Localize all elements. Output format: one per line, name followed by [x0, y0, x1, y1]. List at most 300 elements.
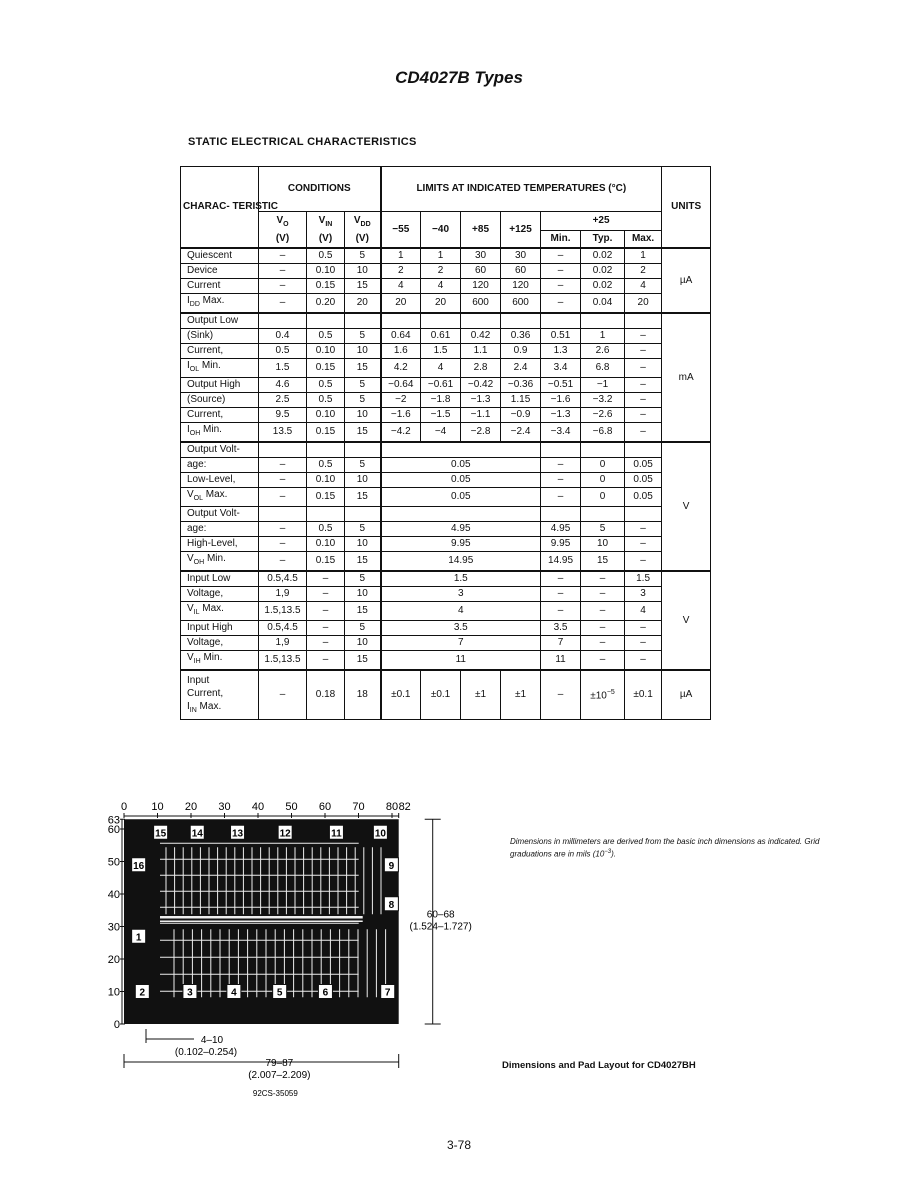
- height-dimension-mm: (1.524–1.727): [409, 921, 472, 933]
- offset-dimension-mm: (0.102–0.254): [174, 1047, 238, 1058]
- row-label: Input Current, $I_{IN}$ Max.: [181, 670, 259, 720]
- row-label: Low-Level,: [181, 473, 259, 488]
- width-dimension-mm: (2.007–2.209): [248, 1070, 311, 1081]
- cell-max: –: [625, 359, 662, 378]
- table-row: [181, 344, 711, 359]
- table-row: [181, 279, 711, 294]
- row-label: Voltage,: [181, 587, 259, 602]
- pad-number: 13: [231, 828, 244, 840]
- cell-t85: −1.3: [461, 393, 501, 408]
- pad-number: 14: [191, 828, 203, 840]
- cell-max: 0.05: [625, 488, 662, 507]
- cell-vin: 0.20: [307, 294, 345, 314]
- row-label: Input High: [181, 621, 259, 636]
- cell-t40: [421, 313, 461, 329]
- cell-t55: 2: [381, 264, 421, 279]
- cell-typ: –: [581, 571, 625, 587]
- cell-vdd: 15: [345, 651, 381, 671]
- cell-t125: 0.9: [501, 344, 541, 359]
- header-t85: +85: [461, 212, 501, 249]
- table-row: [181, 522, 711, 537]
- pad-number: 10: [374, 828, 386, 840]
- cell-max: ±0.1: [625, 670, 662, 720]
- x-tick-label: 82: [398, 801, 411, 813]
- cell-vo: 0.5,4.5: [259, 571, 307, 587]
- cell-min: [541, 507, 581, 522]
- cell-max: –: [625, 537, 662, 552]
- cell-vdd: 10: [345, 537, 381, 552]
- cell-t125: 60: [501, 264, 541, 279]
- cell-vo: 1.5,13.5: [259, 602, 307, 621]
- cell-typ: [581, 507, 625, 522]
- cell-vdd: 5: [345, 621, 381, 636]
- cell-min: 14.95: [541, 552, 581, 572]
- x-tick-label: 50: [285, 801, 298, 813]
- row-label: Output Volt-: [181, 507, 259, 522]
- cell-typ: –: [581, 651, 625, 671]
- cell-vin: –: [307, 587, 345, 602]
- cell-min: –: [541, 670, 581, 720]
- static-characteristics-table: [180, 166, 711, 720]
- table-row: [181, 602, 711, 621]
- cell-t40: −0.61: [421, 378, 461, 393]
- row-label: $I_{DD}$ Max.: [181, 294, 259, 314]
- cell-t125: −2.4: [501, 423, 541, 443]
- cell-typ: 15: [581, 552, 625, 572]
- y-tick-label: 50: [107, 856, 120, 869]
- row-label: Current,: [181, 408, 259, 423]
- cell-t125: [501, 313, 541, 329]
- cell-unit: µA: [662, 248, 711, 313]
- cell-vo: 0.5,4.5: [259, 621, 307, 636]
- cell-typ: 0.02: [581, 264, 625, 279]
- cell-vin: –: [307, 636, 345, 651]
- cell-vin: –: [307, 602, 345, 621]
- cell-t55: ±0.1: [381, 670, 421, 720]
- cell-vo: –: [259, 264, 307, 279]
- cell-min: –: [541, 248, 581, 264]
- table-row: [181, 537, 711, 552]
- cell-typ: −6.8: [581, 423, 625, 443]
- cell-vo: –: [259, 294, 307, 314]
- cell-t55: 1.6: [381, 344, 421, 359]
- cell-min: –: [541, 488, 581, 507]
- cell-vin: 0.15: [307, 423, 345, 443]
- cell-limit-all-temps: 7: [381, 636, 541, 651]
- cell-vin: 0.10: [307, 264, 345, 279]
- cell-vdd: 10: [345, 473, 381, 488]
- row-label: age:: [181, 522, 259, 537]
- cell-t55: −1.6: [381, 408, 421, 423]
- header-typ: Typ.: [581, 231, 625, 248]
- cell-limit-all-temps: 1.5: [381, 571, 541, 587]
- cell-vdd: [345, 507, 381, 522]
- cell-min: –: [541, 458, 581, 473]
- cell-limit-all-temps: 9.95: [381, 537, 541, 552]
- row-label: $I_{OL}$ Min.: [181, 359, 259, 378]
- cell-vo: –: [259, 458, 307, 473]
- pad-number: 1: [135, 932, 142, 944]
- table-row: [181, 423, 711, 443]
- cell-t40: −1.5: [421, 408, 461, 423]
- table-row: [181, 264, 711, 279]
- cell-limit-all-temps: [381, 507, 541, 522]
- table-row: [181, 408, 711, 423]
- pad-number: 16: [133, 860, 145, 872]
- header-vin: $V_{IN}$ (V): [307, 212, 345, 249]
- cell-vo: 1.5,13.5: [259, 651, 307, 671]
- cell-unit: mA: [662, 313, 711, 442]
- cell-vo: 1,9: [259, 636, 307, 651]
- cell-min: –: [541, 602, 581, 621]
- cell-vin: [307, 507, 345, 522]
- cell-max: –: [625, 408, 662, 423]
- header-characteristic: CHARAC- TERISTIC: [181, 167, 259, 249]
- cell-t55: −0.64: [381, 378, 421, 393]
- cell-t85: 30: [461, 248, 501, 264]
- cell-t85: −2.8: [461, 423, 501, 443]
- cell-t40: 0.61: [421, 329, 461, 344]
- cell-typ: 0: [581, 488, 625, 507]
- cell-vo: 0.4: [259, 329, 307, 344]
- cell-max: [625, 442, 662, 458]
- cell-min: −3.4: [541, 423, 581, 443]
- cell-t40: 4: [421, 359, 461, 378]
- cell-max: [625, 313, 662, 329]
- row-label: Current: [181, 279, 259, 294]
- cell-max: –: [625, 621, 662, 636]
- cell-typ: 0.04: [581, 294, 625, 314]
- cell-min: –: [541, 587, 581, 602]
- cell-vdd: 10: [345, 636, 381, 651]
- drawing-number: 92CS-35059: [252, 1089, 298, 1098]
- cell-vin: –: [307, 621, 345, 636]
- header-conditions: CONDITIONS: [259, 167, 381, 212]
- row-label: Current,: [181, 344, 259, 359]
- table-row: [181, 587, 711, 602]
- table-row: [181, 571, 711, 587]
- pad-number: 5: [276, 987, 283, 999]
- cell-typ: $\pm 10^{-5}$: [581, 670, 625, 720]
- cell-min: 11: [541, 651, 581, 671]
- cell-t125: 0.36: [501, 329, 541, 344]
- die-caption: Dimensions and Pad Layout for CD4027BH: [502, 1060, 696, 1071]
- table-row: [181, 313, 711, 329]
- cell-limit-all-temps: 14.95: [381, 552, 541, 572]
- row-label: Input Low: [181, 571, 259, 587]
- cell-max: 1.5: [625, 571, 662, 587]
- cell-vin: [307, 442, 345, 458]
- header-units: UNITS: [662, 167, 711, 249]
- x-tick-label: 30: [218, 801, 231, 813]
- cell-min: 0.51: [541, 329, 581, 344]
- cell-t125: −0.36: [501, 378, 541, 393]
- page-number: 3-78: [446, 1138, 472, 1152]
- cell-t55: −4.2: [381, 423, 421, 443]
- cell-vdd: 15: [345, 602, 381, 621]
- cell-vo: 13.5: [259, 423, 307, 443]
- cell-unit: V: [662, 442, 711, 571]
- cell-limit-all-temps: 4.95: [381, 522, 541, 537]
- cell-min: 3.5: [541, 621, 581, 636]
- cell-vdd: 15: [345, 488, 381, 507]
- cell-vin: 0.15: [307, 552, 345, 572]
- cell-vin: 0.18: [307, 670, 345, 720]
- cell-vin: 0.5: [307, 329, 345, 344]
- cell-vo: –: [259, 248, 307, 264]
- cell-min: [541, 442, 581, 458]
- cell-vo: –: [259, 488, 307, 507]
- cell-max: –: [625, 423, 662, 443]
- row-label: (Sink): [181, 329, 259, 344]
- y-tick-label: 20: [107, 954, 120, 966]
- cell-t125: 120: [501, 279, 541, 294]
- table-row: [181, 488, 711, 507]
- cell-t85: 120: [461, 279, 501, 294]
- cell-vdd: 5: [345, 393, 381, 408]
- header-t40: −40: [421, 212, 461, 249]
- cell-limit-all-temps: [381, 442, 541, 458]
- y-tick-label: 63: [107, 814, 120, 827]
- cell-limit-all-temps: 11: [381, 651, 541, 671]
- cell-vin: 0.5: [307, 248, 345, 264]
- cell-t40: 1: [421, 248, 461, 264]
- cell-t85: 600: [461, 294, 501, 314]
- cell-max: 0.05: [625, 473, 662, 488]
- cell-vdd: 10: [345, 264, 381, 279]
- pad-number: 7: [384, 987, 391, 999]
- cell-t40: 1.5: [421, 344, 461, 359]
- row-label: $V_{IH}$ Min.: [181, 651, 259, 671]
- cell-t85: −0.42: [461, 378, 501, 393]
- cell-t125: 30: [501, 248, 541, 264]
- row-label: (Source): [181, 393, 259, 408]
- cell-max: –: [625, 552, 662, 572]
- cell-min: [541, 313, 581, 329]
- row-label: age:: [181, 458, 259, 473]
- cell-min: –: [541, 294, 581, 314]
- y-tick-label: 40: [107, 889, 120, 901]
- cell-typ: −3.2: [581, 393, 625, 408]
- cell-typ: [581, 442, 625, 458]
- row-label: Device: [181, 264, 259, 279]
- row-label: Voltage,: [181, 636, 259, 651]
- cell-typ: 0: [581, 473, 625, 488]
- row-label: Quiescent: [181, 248, 259, 264]
- row-label: Output Low: [181, 313, 259, 329]
- cell-min: –: [541, 279, 581, 294]
- header-t125: +125: [501, 212, 541, 249]
- table-row: [181, 507, 711, 522]
- cell-limit-all-temps: 0.05: [381, 473, 541, 488]
- cell-max: 0.05: [625, 458, 662, 473]
- table-row: [181, 636, 711, 651]
- cell-vo: –: [259, 279, 307, 294]
- cell-vdd: 20: [345, 294, 381, 314]
- cell-typ: −2.6: [581, 408, 625, 423]
- cell-unit: µA: [662, 670, 711, 720]
- cell-vo: 4.6: [259, 378, 307, 393]
- cell-t125: −0.9: [501, 408, 541, 423]
- x-tick-label: 70: [352, 801, 365, 813]
- cell-max: –: [625, 393, 662, 408]
- cell-typ: –: [581, 587, 625, 602]
- pad-number: 3: [187, 987, 193, 999]
- cell-t55: 0.64: [381, 329, 421, 344]
- y-tick-label: 10: [107, 986, 120, 999]
- cell-vo: –: [259, 522, 307, 537]
- cell-vin: 0.10: [307, 344, 345, 359]
- cell-max: 3: [625, 587, 662, 602]
- cell-vin: [307, 313, 345, 329]
- cell-max: –: [625, 651, 662, 671]
- cell-t125: 2.4: [501, 359, 541, 378]
- cell-typ: 0: [581, 458, 625, 473]
- cell-vo: 0.5: [259, 344, 307, 359]
- cell-vo: 1,9: [259, 587, 307, 602]
- cell-vin: 0.5: [307, 393, 345, 408]
- y-tick-label: 60: [107, 824, 120, 836]
- cell-t85: 0.42: [461, 329, 501, 344]
- x-tick-label: 10: [151, 801, 164, 813]
- cell-min: 9.95: [541, 537, 581, 552]
- cell-max: 4: [625, 279, 662, 294]
- table-row: [181, 248, 711, 264]
- cell-t85: 1.1: [461, 344, 501, 359]
- cell-limit-all-temps: 3.5: [381, 621, 541, 636]
- cell-vdd: 15: [345, 423, 381, 443]
- cell-t85: 60: [461, 264, 501, 279]
- pad-number: 2: [139, 987, 146, 999]
- table-row: [181, 670, 711, 720]
- cell-vin: 0.15: [307, 359, 345, 378]
- cell-vin: 0.15: [307, 488, 345, 507]
- cell-t40: −1.8: [421, 393, 461, 408]
- cell-t40: −4: [421, 423, 461, 443]
- cell-vdd: 5: [345, 458, 381, 473]
- cell-t55: 4: [381, 279, 421, 294]
- row-label: $V_{OH}$ Min.: [181, 552, 259, 572]
- table-row: [181, 473, 711, 488]
- die-layout-drawing: [100, 796, 520, 1098]
- cell-min: –: [541, 571, 581, 587]
- table-row: [181, 621, 711, 636]
- pad-number: 11: [331, 828, 342, 840]
- row-label: High-Level,: [181, 537, 259, 552]
- cell-min: 3.4: [541, 359, 581, 378]
- cell-max: –: [625, 344, 662, 359]
- table-row: [181, 552, 711, 572]
- cell-t55: 4.2: [381, 359, 421, 378]
- cell-max: –: [625, 378, 662, 393]
- cell-vdd: 5: [345, 571, 381, 587]
- table-body: [181, 248, 711, 720]
- header-min: Min.: [541, 231, 581, 248]
- cell-t125: 600: [501, 294, 541, 314]
- pad-number: 4: [231, 987, 237, 999]
- cell-typ: 5: [581, 522, 625, 537]
- header-vo: $V_O$ (V): [259, 212, 307, 249]
- cell-t85: −1.1: [461, 408, 501, 423]
- cell-min: −1.3: [541, 408, 581, 423]
- cell-limit-all-temps: 3: [381, 587, 541, 602]
- cell-vin: 0.10: [307, 473, 345, 488]
- cell-unit: V: [662, 571, 711, 670]
- cell-typ: 0.02: [581, 248, 625, 264]
- cell-max: 20: [625, 294, 662, 314]
- cell-typ: 0.02: [581, 279, 625, 294]
- cell-vdd: [345, 313, 381, 329]
- pad-number: 8: [388, 899, 395, 911]
- header-t25: +25: [541, 212, 662, 231]
- table-row: [181, 359, 711, 378]
- cell-vin: –: [307, 651, 345, 671]
- header-t55: −55: [381, 212, 421, 249]
- cell-t85: ±1: [461, 670, 501, 720]
- cell-typ: 1: [581, 329, 625, 344]
- cell-min: 7: [541, 636, 581, 651]
- pad-number: 12: [279, 828, 291, 840]
- cell-typ: 2.6: [581, 344, 625, 359]
- cell-typ: –: [581, 602, 625, 621]
- cell-min: −1.6: [541, 393, 581, 408]
- cell-t55: 1: [381, 248, 421, 264]
- cell-vo: –: [259, 552, 307, 572]
- cell-vin: 0.10: [307, 537, 345, 552]
- cell-vo: [259, 313, 307, 329]
- offset-dimension-label: 4–10: [200, 1035, 224, 1046]
- cell-min: −0.51: [541, 378, 581, 393]
- cell-vdd: 15: [345, 552, 381, 572]
- x-tick-label: 40: [251, 801, 265, 813]
- cell-min: –: [541, 264, 581, 279]
- width-dimension-label: 79–87: [265, 1058, 294, 1069]
- cell-vdd: [345, 442, 381, 458]
- cell-vdd: 5: [345, 522, 381, 537]
- cell-vin: 0.5: [307, 522, 345, 537]
- cell-typ: [581, 313, 625, 329]
- row-label: $V_{OL}$ Max.: [181, 488, 259, 507]
- cell-vdd: 5: [345, 378, 381, 393]
- cell-vdd: 5: [345, 329, 381, 344]
- header-max: Max.: [625, 231, 662, 248]
- pad-number: 6: [322, 987, 329, 999]
- cell-t40: ±0.1: [421, 670, 461, 720]
- page-title: CD4027B Types: [395, 68, 523, 87]
- cell-typ: –: [581, 621, 625, 636]
- cell-vdd: 15: [345, 279, 381, 294]
- row-label: Output Volt-: [181, 442, 259, 458]
- table-row: [181, 294, 711, 314]
- die-note: Dimensions in millimeters are derived from the basic inch dimensions as indicated. Grid graduations are in mils $(10^{-3})$.: [510, 837, 820, 859]
- cell-vin: 0.5: [307, 378, 345, 393]
- cell-vdd: 18: [345, 670, 381, 720]
- cell-vo: [259, 442, 307, 458]
- cell-vo: –: [259, 537, 307, 552]
- cell-limit-all-temps: 4: [381, 602, 541, 621]
- cell-vdd: 10: [345, 344, 381, 359]
- cell-typ: –: [581, 636, 625, 651]
- x-tick-label: 20: [184, 801, 198, 813]
- cell-min: 1.3: [541, 344, 581, 359]
- cell-vo: –: [259, 670, 307, 720]
- x-tick-label: 0: [120, 801, 128, 813]
- table-row: [181, 378, 711, 393]
- cell-t125: 1.15: [501, 393, 541, 408]
- table-row: [181, 651, 711, 671]
- cell-t125: ±1: [501, 670, 541, 720]
- cell-t40: 4: [421, 279, 461, 294]
